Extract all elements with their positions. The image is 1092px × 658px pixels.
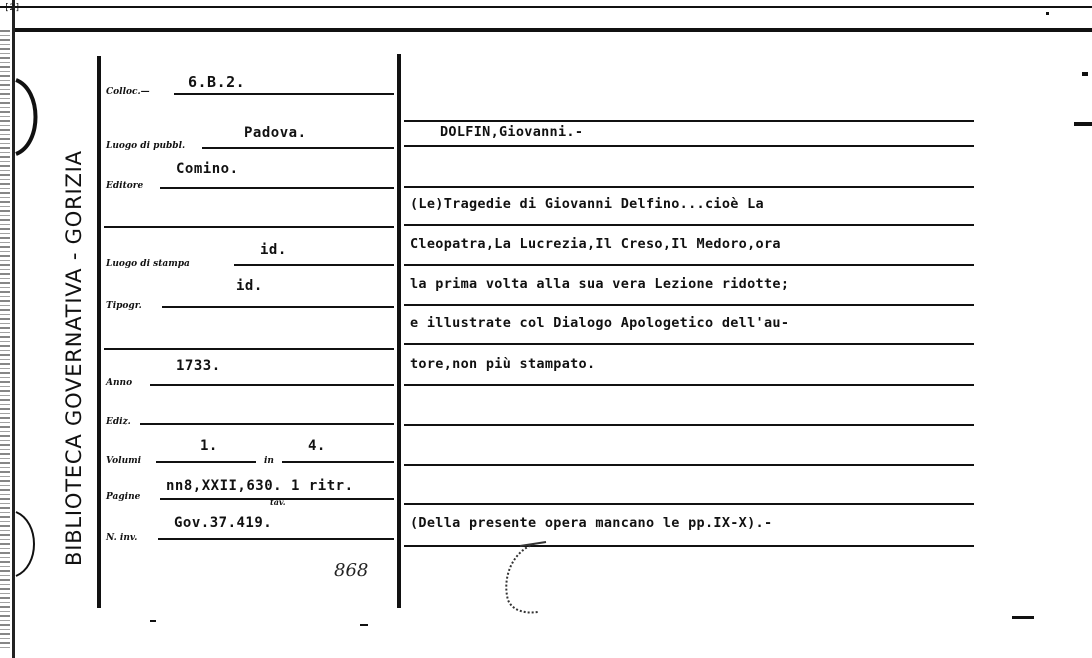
description-line-3: la prima volta alla sua vera Lezione ridotte; <box>410 276 790 292</box>
label-in: in <box>264 456 274 466</box>
value-collocazione: 6.B.2. <box>188 73 246 91</box>
label-n-inventario: N. inv. <box>106 533 138 543</box>
label-edizione: Ediz. <box>106 417 131 427</box>
scan-dot-top <box>1046 12 1049 15</box>
handwritten-number: 868 <box>334 560 369 581</box>
scan-dash-right-bottom <box>1012 616 1034 619</box>
left-column-rule <box>97 56 101 608</box>
right-line-8 <box>404 384 974 386</box>
scan-edge-noise <box>0 30 10 650</box>
top-border-line <box>0 6 1092 8</box>
ninv-line <box>158 538 394 540</box>
author-heading: DOLFIN,Giovanni.- <box>440 124 584 140</box>
right-line-6 <box>404 304 974 306</box>
value-anno: 1733. <box>176 358 221 374</box>
label-anno: Anno <box>106 378 133 388</box>
colloc-line <box>174 93 394 95</box>
punch-hole-top <box>14 78 44 158</box>
label-tipografo: Tipogr. <box>106 301 142 311</box>
label-volumi: Volumi <box>106 456 142 466</box>
right-line-4 <box>404 224 974 226</box>
value-editore: Comino. <box>176 161 239 177</box>
in-line <box>282 461 394 463</box>
scan-dot-right <box>1082 72 1088 76</box>
volumi-line <box>156 461 256 463</box>
scan-dash-bottom-1 <box>150 620 156 622</box>
label-pagine: Pagine <box>106 492 141 502</box>
label-luogo-pubbl: Luogo di pubbl. <box>106 141 186 151</box>
left-section-line-2 <box>104 348 394 350</box>
editore-line <box>160 187 394 189</box>
value-volumi: 1. <box>200 438 218 454</box>
description-line-2: Cleopatra,La Lucrezia,Il Creso,Il Medoro,ora <box>410 236 781 252</box>
corner-mark: [2] <box>4 3 21 13</box>
value-formato: 4. <box>308 438 326 454</box>
value-luogo-stampa: id. <box>260 242 287 258</box>
tipogr-line <box>162 306 394 308</box>
top-frame-line <box>14 28 1092 32</box>
right-line-2 <box>404 145 974 147</box>
right-line-1 <box>404 120 974 122</box>
label-collocazione: Colloc.— <box>106 87 150 97</box>
note-line: (Della presente opera mancano le pp.IX-X).- <box>410 515 773 531</box>
scan-dash-bottom-2 <box>360 624 368 626</box>
right-line-7 <box>404 343 974 345</box>
value-luogo-pubbl: Padova. <box>244 125 307 141</box>
right-line-3 <box>404 186 974 188</box>
right-line-11 <box>404 503 974 505</box>
right-line-10 <box>404 464 974 466</box>
luogo-stampa-line <box>234 264 394 266</box>
description-line-5: tore,non più stampato. <box>410 356 596 372</box>
value-tipografo: id. <box>236 278 263 294</box>
right-line-12 <box>404 545 974 547</box>
label-editore: Editore <box>106 181 144 191</box>
anno-line <box>150 384 394 386</box>
label-tavole: tav. <box>270 497 286 507</box>
luogo-pubbl-line <box>202 147 394 149</box>
scan-dash-right-top <box>1074 122 1092 126</box>
left-section-line-1 <box>104 226 394 228</box>
value-n-inventario: Gov.37.419. <box>174 515 273 531</box>
stamp-smudge <box>494 538 564 618</box>
right-line-9 <box>404 424 974 426</box>
description-line-4: e illustrate col Dialogo Apologetico dell'au- <box>410 315 790 331</box>
ediz-line <box>140 423 394 425</box>
right-line-5 <box>404 264 974 266</box>
institution-title: BIBLIOTECA GOVERNATIVA - GORIZIA <box>62 150 86 566</box>
value-pagine: nn8,XXII,630. 1 ritr. <box>166 478 354 494</box>
center-column-rule <box>397 54 401 608</box>
label-luogo-stampa: Luogo di stampa <box>106 259 190 269</box>
description-line-1: (Le)Tragedie di Giovanni Delfino...cioè La <box>410 196 764 212</box>
punch-hole-bottom <box>14 510 44 580</box>
